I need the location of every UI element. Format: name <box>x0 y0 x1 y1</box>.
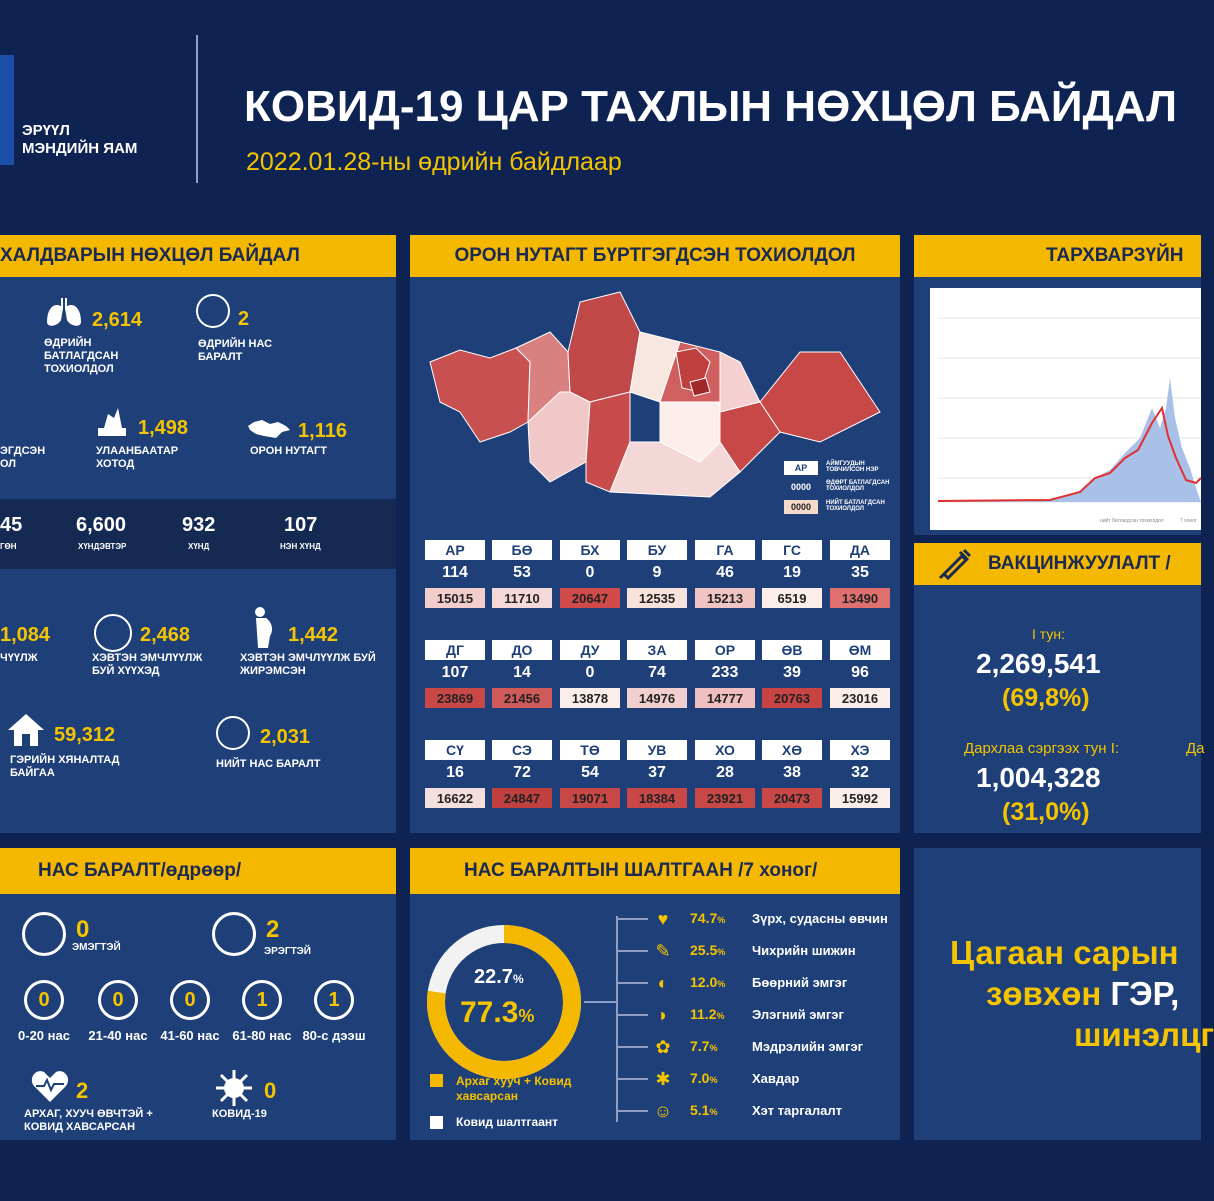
region-daily-БӨ: 53 <box>513 564 531 581</box>
donut-small-value <box>474 966 524 989</box>
cause-pct-sign: % <box>717 915 726 925</box>
severity-label-3: ХҮНД <box>188 542 210 551</box>
region-code-ДА: ДА <box>830 540 890 560</box>
page-title: КОВИД-19 ЦАР ТАХЛЫН НӨХЦӨЛ БАЙДАЛ <box>244 82 1178 131</box>
map-legend-daily-box: 0000 <box>790 482 812 492</box>
chronic-value: 2 <box>76 1078 89 1103</box>
region-total-ДА: 13490 <box>830 588 890 608</box>
legend-chronic-swatch <box>430 1074 443 1087</box>
notice-line2-a: зөвхөн <box>986 975 1111 1012</box>
cause-pct-value: 7.0 <box>690 1070 710 1086</box>
daily-confirmed-value: 2,614 <box>92 309 143 331</box>
daily-deaths-value: 2 <box>238 308 250 330</box>
region-code-ДГ: ДГ <box>425 640 485 660</box>
trend-chart <box>930 288 1201 530</box>
home-label: ГЭРИЙН ХЯНАЛТАД БАЙГАА <box>10 754 120 779</box>
region-total-БӨ: 11710 <box>492 588 552 608</box>
region-daily-ХӨ: 38 <box>783 764 801 781</box>
region-code-ОР: ОР <box>695 640 755 660</box>
region-daily-ОР: 233 <box>711 664 739 681</box>
age-80-plus-value: 1 <box>328 988 340 1011</box>
booster-label: Дархлаа сэргээх тун I: <box>964 740 1120 757</box>
donut-small-pct-sign: % <box>512 972 524 986</box>
trend-heading: ТАРХВАРЗҮЙН <box>914 235 1201 277</box>
male-value: 2 <box>266 916 280 943</box>
covid-death-label: КОВИД-19 <box>212 1108 267 1120</box>
region-code-БХ: БХ <box>560 540 620 560</box>
home-icon <box>6 712 46 748</box>
cause-pct-value: 74.7 <box>690 910 718 926</box>
cause-label: Хавдар <box>752 1071 800 1086</box>
cause-pct <box>690 1006 725 1022</box>
brain-icon: ✿ <box>655 1037 671 1057</box>
age-21-40-label: 21-40 нас <box>88 1028 148 1043</box>
cause-pct-value: 12.0 <box>690 974 718 990</box>
region-code-УВ: УВ <box>627 740 687 760</box>
treatment-label: ЧҮҮЛЖ <box>0 652 38 664</box>
region-code-ГА: ГА <box>695 540 755 560</box>
severity-label-1: ГӨН <box>0 542 17 551</box>
cause-pct-sign: % <box>717 979 726 989</box>
age-80-plus-circle <box>314 980 354 1020</box>
age-21-40-value: 0 <box>112 988 124 1011</box>
region-total-СҮ: 16622 <box>425 788 485 808</box>
age-61-80-value: 1 <box>256 988 268 1011</box>
region-daily-БУ: 9 <box>652 564 662 581</box>
severity-value-1: 45 <box>0 514 23 536</box>
dose1-label: I тун: <box>1032 626 1065 642</box>
regional-heading: ОРОН НУТАГТ БҮРТГЭГДСЭН ТОХИОЛДОЛ <box>410 235 900 277</box>
daily-confirmed-label: ӨДРИЙН БАТЛАГДСАН ТОХИОЛДОЛ <box>44 337 119 375</box>
region-daily-ГС: 19 <box>783 564 801 581</box>
ulaanbaatar-value: 1,498 <box>138 417 189 439</box>
region-daily-ДА: 35 <box>851 564 869 581</box>
region-daily-ТӨ: 54 <box>581 764 599 781</box>
cause-label: Элэгний эмгэг <box>752 1007 844 1022</box>
region-total-ХЭ: 15992 <box>830 788 890 808</box>
logo-mark <box>0 55 14 165</box>
region-daily-ӨМ: 96 <box>851 664 869 681</box>
trend-legend-1: нийт батлагдсан тохиолдол <box>1100 518 1164 524</box>
region-code-ДО: ДО <box>492 640 552 660</box>
male-label: ЭРЭГТЭЙ <box>264 946 311 957</box>
trend-legend-2: 7 хоног <box>1180 518 1197 524</box>
severity-value-2: 6,600 <box>76 514 127 536</box>
covid-death-value: 0 <box>264 1078 277 1103</box>
children-label: ХЭВТЭН ЭМЧЛҮҮЛЖ БУЙ ХҮҮХЭД <box>92 652 203 677</box>
region-total-БУ: 12535 <box>627 588 687 608</box>
region-total-ГС: 6519 <box>762 588 822 608</box>
severity-label-2: ХҮНДЭВТЭР <box>78 542 127 551</box>
deceased-person-icon <box>196 294 230 328</box>
region-code-БУ: БУ <box>627 540 687 560</box>
booster-value: 1,004,328 <box>976 762 1101 793</box>
cause-tick <box>616 918 648 920</box>
total-deaths-icon <box>216 716 250 750</box>
vaccine-heading: ВАКЦИНЖУУЛАЛТ / <box>988 553 1171 574</box>
region-total-БХ: 20647 <box>560 588 620 608</box>
age-0-20-value: 0 <box>38 988 50 1011</box>
map-legend-code-text: АЙМГУУДЫН ТОВЧИЛСОН НЭР <box>826 461 879 473</box>
pregnant-label: ХЭВТЭН ЭМЧЛҮҮЛЖ БУЙ ЖИРЭМСЭН <box>240 652 376 677</box>
cause-pct-sign: % <box>716 1011 725 1021</box>
cause-tick <box>616 1014 648 1016</box>
region-daily-ДО: 14 <box>513 664 531 681</box>
map-legend-total-text: НИЙТ БАТЛАГДСАН ТОХИОЛДОЛ <box>826 500 885 512</box>
cause-pct <box>690 1038 717 1054</box>
age-80-plus-label: 80-с дээш <box>302 1028 366 1043</box>
age-61-80-circle <box>242 980 282 1020</box>
region-code-АР: АР <box>425 540 485 560</box>
legend-covid-label: Ковид шалтгаант <box>456 1115 559 1129</box>
region-code-ЗА: ЗА <box>627 640 687 660</box>
region-daily-УВ: 37 <box>648 764 666 781</box>
baby-icon <box>94 614 132 652</box>
cause-connector <box>584 1001 616 1003</box>
region-code-СЭ: СЭ <box>492 740 552 760</box>
age-41-60-value: 0 <box>184 988 196 1011</box>
female-value: 0 <box>76 916 90 943</box>
cause-pct-sign: % <box>709 1043 718 1053</box>
region-daily-СЭ: 72 <box>513 764 531 781</box>
legend-covid-swatch <box>430 1116 443 1129</box>
region-daily-ХЭ: 32 <box>851 764 869 781</box>
header-divider <box>196 35 198 183</box>
cause-tick <box>616 1046 648 1048</box>
partial-confirmed-label: ЭГДСЭН ОЛ <box>0 445 46 470</box>
donut-big-value <box>460 996 534 1030</box>
region-daily-ДУ: 0 <box>585 664 595 681</box>
total-deaths-value: 2,031 <box>260 726 311 748</box>
donut-big-pct-sign: % <box>518 1006 535 1026</box>
tumor-icon: ✱ <box>655 1069 671 1089</box>
page-subtitle: 2022.01.28-ны өдрийн байдлаар <box>246 148 622 176</box>
dose1-pct: (69,8%) <box>1002 684 1090 712</box>
cause-pct <box>690 974 725 990</box>
region-total-ӨМ: 23016 <box>830 688 890 708</box>
dose1-value: 2,269,541 <box>976 648 1101 679</box>
region-daily-ӨВ: 39 <box>783 664 801 681</box>
cause-tick <box>616 950 648 952</box>
region-total-АР: 15015 <box>425 588 485 608</box>
map-legend-daily-text: ӨДӨРТ БАТЛАГДСАН ТОХИОЛДОЛ <box>826 480 890 492</box>
notice-line3: шинэлцг <box>1074 1016 1214 1053</box>
region-daily-ГА: 46 <box>716 564 734 581</box>
cause-label: Зүрх, судасны өвчин <box>752 911 888 926</box>
severity-label-4: НЭН ХҮНД <box>280 542 321 551</box>
region-code-ДУ: ДУ <box>560 640 620 660</box>
region-total-ОР: 14777 <box>695 688 755 708</box>
age-41-60-label: 41-60 нас <box>160 1028 220 1043</box>
cause-tick <box>616 1078 648 1080</box>
cause-pct-value: 25.5 <box>690 942 718 958</box>
ministry-name-line1: ЭРҮҮЛ <box>22 122 70 139</box>
cause-pct-value: 5.1 <box>690 1102 710 1118</box>
female-icon <box>22 912 66 956</box>
cause-tick <box>616 982 648 984</box>
booster-pct: (31,0%) <box>1002 798 1090 826</box>
cause-pct <box>690 942 725 958</box>
age-61-80-label: 61-80 нас <box>232 1028 292 1043</box>
region-code-БӨ: БӨ <box>492 540 552 560</box>
diabetes-icon: ✎ <box>655 941 671 961</box>
legend-chronic-label: Архаг хууч + Ковид хавсарсан <box>456 1074 572 1103</box>
region-code-ӨМ: ӨМ <box>830 640 890 660</box>
region-code-ГС: ГС <box>762 540 822 560</box>
region-total-СЭ: 24847 <box>492 788 552 808</box>
region-code-ХЭ: ХЭ <box>830 740 890 760</box>
cause-pct-sign: % <box>717 947 726 957</box>
treatment-value: 1,084 <box>0 624 51 646</box>
infection-heading: ХАЛДВАРЫН НӨХЦӨЛ БАЙДАЛ <box>0 235 396 277</box>
cause-pct <box>690 910 725 926</box>
virus-icon <box>214 1068 254 1108</box>
monument-icon <box>94 402 130 438</box>
cause-bracket <box>616 916 618 1122</box>
region-daily-ХО: 28 <box>716 764 734 781</box>
cause-label: Хэт таргалалт <box>752 1103 842 1118</box>
region-total-ДУ: 13878 <box>560 688 620 708</box>
cause-label: Мэдрэлийн эмгэг <box>752 1039 864 1054</box>
notice-line1: Цагаан сарын <box>950 934 1179 971</box>
age-0-20-label: 0-20 нас <box>18 1028 70 1043</box>
cause-pct-sign: % <box>709 1075 718 1085</box>
region-total-ӨВ: 20763 <box>762 688 822 708</box>
map-legend-total-box: 0000 <box>784 500 818 514</box>
deaths-heading: НАС БАРАЛТ/өдрөөр/ <box>0 848 396 894</box>
obesity-icon: ☺ <box>653 1101 673 1121</box>
region-total-ДО: 21456 <box>492 688 552 708</box>
region-total-ТӨ: 19071 <box>560 788 620 808</box>
cause-pct <box>690 1070 717 1086</box>
cause-label: Чихрийн шижин <box>752 943 856 958</box>
total-deaths-label: НИЙТ НАС БАРАЛТ <box>216 758 321 770</box>
region-daily-АР: 114 <box>442 564 468 581</box>
severity-value-4: 107 <box>284 514 318 536</box>
donut-big-number: 77.3 <box>460 996 519 1029</box>
mongolia-map-icon <box>246 418 292 440</box>
male-icon <box>212 912 256 956</box>
region-total-ХО: 23921 <box>695 788 755 808</box>
children-value: 2,468 <box>140 624 191 646</box>
vaccine-partial-label: Да <box>1186 740 1205 757</box>
pregnant-icon <box>250 606 276 648</box>
region-total-ДГ: 23869 <box>425 688 485 708</box>
cause-pct-value: 11.2 <box>690 1006 717 1022</box>
cause-pct <box>690 1102 717 1118</box>
age-21-40-circle <box>98 980 138 1020</box>
chronic-label: АРХАГ, ХУУЧ ӨВЧТЭЙ + КОВИД ХАВСАРСАН <box>24 1108 153 1133</box>
region-total-ГА: 15213 <box>695 588 755 608</box>
mongolia-map <box>420 292 890 502</box>
cause-tick <box>616 1110 648 1112</box>
region-total-УВ: 18384 <box>627 788 687 808</box>
region-daily-БХ: 0 <box>585 564 595 581</box>
heart-icon: ♥ <box>657 909 669 929</box>
region-total-ХӨ: 20473 <box>762 788 822 808</box>
region-daily-СҮ: 16 <box>446 764 464 781</box>
ministry-name-line2: МЭНДИЙН ЯАМ <box>22 140 138 157</box>
region-code-ХО: ХО <box>695 740 755 760</box>
ulaanbaatar-label: УЛААНБААТАР ХОТОД <box>96 445 179 470</box>
region-daily-ЗА: 74 <box>648 664 666 681</box>
donut-small-number: 22.7 <box>474 966 513 988</box>
severity-value-3: 932 <box>182 514 216 536</box>
region-code-ТӨ: ТӨ <box>560 740 620 760</box>
cause-pct-value: 7.7 <box>690 1038 710 1054</box>
liver-icon: ◗ <box>657 1005 669 1025</box>
region-code-ӨВ: ӨВ <box>762 640 822 660</box>
kidney-icon: ◐ <box>657 973 669 993</box>
notice-line2 <box>986 975 1179 1013</box>
home-value: 59,312 <box>54 724 116 746</box>
daily-deaths-label: ӨДРИЙН НАС БАРАЛТ <box>198 338 273 363</box>
notice-line2-b: ГЭР, <box>1110 975 1180 1012</box>
syringe-icon <box>936 548 972 582</box>
region-daily-ДГ: 107 <box>441 664 469 681</box>
lungs-icon <box>44 296 84 328</box>
cause-pct-sign: % <box>709 1107 718 1117</box>
age-41-60-circle <box>170 980 210 1020</box>
region-code-ХӨ: ХӨ <box>762 740 822 760</box>
local-value: 1,116 <box>298 420 347 442</box>
region-code-СҮ: СҮ <box>425 740 485 760</box>
pregnant-value: 1,442 <box>288 624 339 646</box>
heart-pulse-icon <box>30 1068 70 1104</box>
cause-label: Бөөрний эмгэг <box>752 975 848 990</box>
map-legend-code-box: АР <box>784 461 818 475</box>
age-0-20-circle <box>24 980 64 1020</box>
causes-heading: НАС БАРАЛТЫН ШАЛТГААН /7 хоног/ <box>410 848 900 894</box>
region-total-ЗА: 14976 <box>627 688 687 708</box>
female-label: ЭМЭГТЭЙ <box>72 942 121 953</box>
local-label: ОРОН НУТАГТ <box>250 445 328 457</box>
